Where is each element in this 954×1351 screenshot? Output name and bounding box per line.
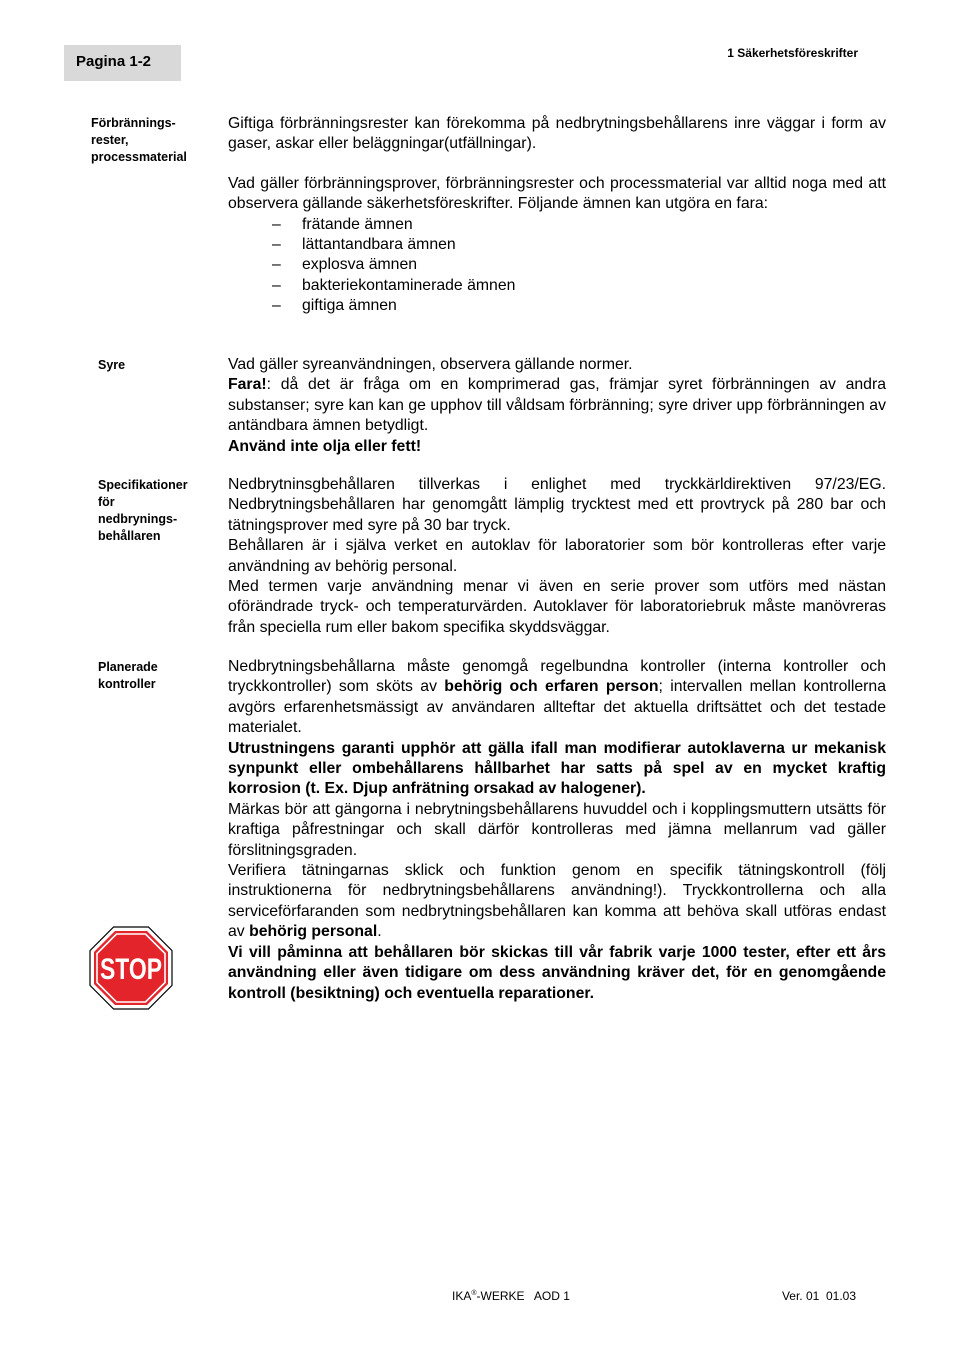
section-label-residues: Förbrännings- rester, processmaterial	[91, 116, 187, 164]
footer-brand	[452, 1289, 570, 1303]
text-run: Nedbrytningsbehållarna måste genomgå regelbundna kontroller (interna kontroller och tryckkontroller) som sköts av	[228, 658, 886, 696]
list-item	[272, 255, 886, 275]
list-item-text: giftiga ämnen	[302, 297, 397, 315]
dash-bullet: –	[272, 215, 281, 233]
bold-run: Utrustningens garanti upphör att gälla ifall man modifierar autoklaverna ur mekanisk synpunkt eller ombehållarens hållbarhet har satts på spel av en mycket kraftig korrosion (t. Ex. Djup anfrätning orsakad av halogener).	[228, 739, 886, 798]
list-item	[272, 276, 886, 296]
list-item-text: lättantandbara ämnen	[302, 236, 456, 254]
paragraph: Märkas bör att gängorna i nebrytningsbehållarens huvuddel och i kopplingsmuttern utsätts för kraftiga påfrestningar och skall därför kontrolleras med jämna mellanrum vad gäller förslitningsgraden.	[228, 800, 886, 859]
brand-model: -WERKE AOD 1	[476, 1289, 570, 1303]
warning-bold: Använd inte olja eller fett!	[228, 437, 422, 455]
paragraph: Vad gäller förbränningsprover, förbränningsrester och processmaterial var alltid noga med att observera gällande säkerhetsföreskrifter. Följande ämnen kan utgöra en fara:	[228, 174, 886, 213]
footer-version: Ver. 01 01.03	[781, 1289, 856, 1303]
stop-sign-text: STOP	[100, 953, 162, 986]
bold-run: behörig personal	[249, 923, 378, 941]
list-item-text: frätande ämnen	[302, 215, 413, 233]
stop-sign-icon	[89, 926, 173, 1010]
list-item	[272, 235, 886, 255]
paragraph	[228, 657, 886, 739]
danger-text: : då det är fråga om en komprimerad gas, främjar syret förbränningen av andra substanser; syre kan kan ge upphov till våldsam förbränning; syre driver upp förbränningen av antändbara ämnen betydligt.	[228, 376, 886, 435]
list-item-text: explosva ämnen	[302, 256, 418, 274]
dash-bullet: –	[272, 276, 281, 294]
hazard-list	[228, 215, 886, 317]
dash-bullet: –	[272, 297, 281, 315]
danger-word: Fara!	[228, 376, 267, 394]
registered-mark: ®	[471, 1290, 477, 1297]
section-body-specs	[228, 475, 886, 638]
section-body-oxygen	[228, 355, 886, 457]
reminder-paragraph	[228, 943, 886, 1004]
text-run: .	[377, 923, 382, 941]
paragraph: Vad gäller syreanvändningen, observera gällande normer.	[228, 356, 633, 373]
paragraph: Behållaren är i själva verket en autoklav för laboratorier som bör kontrolleras efter varje användning av behörig personal.	[228, 537, 886, 575]
list-item-text: bakteriekontaminerade ämnen	[302, 276, 516, 294]
bold-run: behörig och erfaren person	[444, 678, 659, 696]
paragraph: Nedbrytninsgbehållaren tillverkas i enlighet med tryckkärldirektiven 97/23/EG. Nedbrytningsbehållaren har genomgått lämplig trycktest med ett provtryck på 280 bar och tätningsprover med syre på 30 bar tryck.	[228, 476, 886, 534]
section-label-oxygen: Syre	[98, 358, 126, 372]
text-run: ; intervallen mellan kontrollerna avgörs erfarenhetsmässigt av användaren allteftar det aktuella driftsättet och det testade materialet.	[228, 678, 886, 737]
section-label-checks: Planerade kontroller	[98, 660, 158, 691]
brand-name: IKA	[452, 1289, 472, 1303]
list-item	[272, 296, 886, 316]
dash-bullet: –	[272, 256, 281, 274]
page-number-badge	[64, 45, 181, 81]
text-run: Verifiera tätningarnas sklick och funktion genom en specifik tätningskontroll (följ instruktionerna för nedbrytningsbehållarens användning!). Tryckkontrollerna och alla serviceförfaranden som nedbrytningsbehållaren kan komma att behöva skall utföras endast av	[228, 862, 886, 941]
section-body-residues	[228, 114, 886, 317]
list-item	[272, 215, 886, 235]
paragraph: Med termen varje användning menar vi även en serie prover som utförs med nästan oförändrade tryck- och temperaturvärden. Autoklaver för laboratoriebruk måste manövreras från speciella rum eller bakom specifika skyddsväggar.	[228, 578, 886, 636]
warning-text	[228, 437, 886, 457]
section-label-specs: Specifikationer för nedbrynings- behållaren	[98, 478, 188, 543]
page-number-label: Pagina 1-2	[76, 53, 152, 70]
danger-paragraph	[228, 375, 886, 436]
bold-run: Vi vill påminna att behållaren bör skickas till vår fabrik varje 1000 tester, efter ett års användning eller även tidigare om dess användning kräver det, för en genomgående kontroll (besiktning) och eventuella reparationer.	[228, 943, 886, 1002]
paragraph	[228, 861, 886, 943]
paragraph: Giftiga förbränningsrester kan förekomma på nedbrytningsbehållarens inre väggar i form av gaser, askar eller beläggningar(utfällningar).	[228, 115, 886, 153]
warranty-paragraph	[228, 739, 886, 800]
section-body-checks	[228, 657, 886, 1004]
chapter-title: 1 Säkerhetsföreskrifter	[727, 46, 858, 60]
dash-bullet: –	[272, 236, 281, 254]
